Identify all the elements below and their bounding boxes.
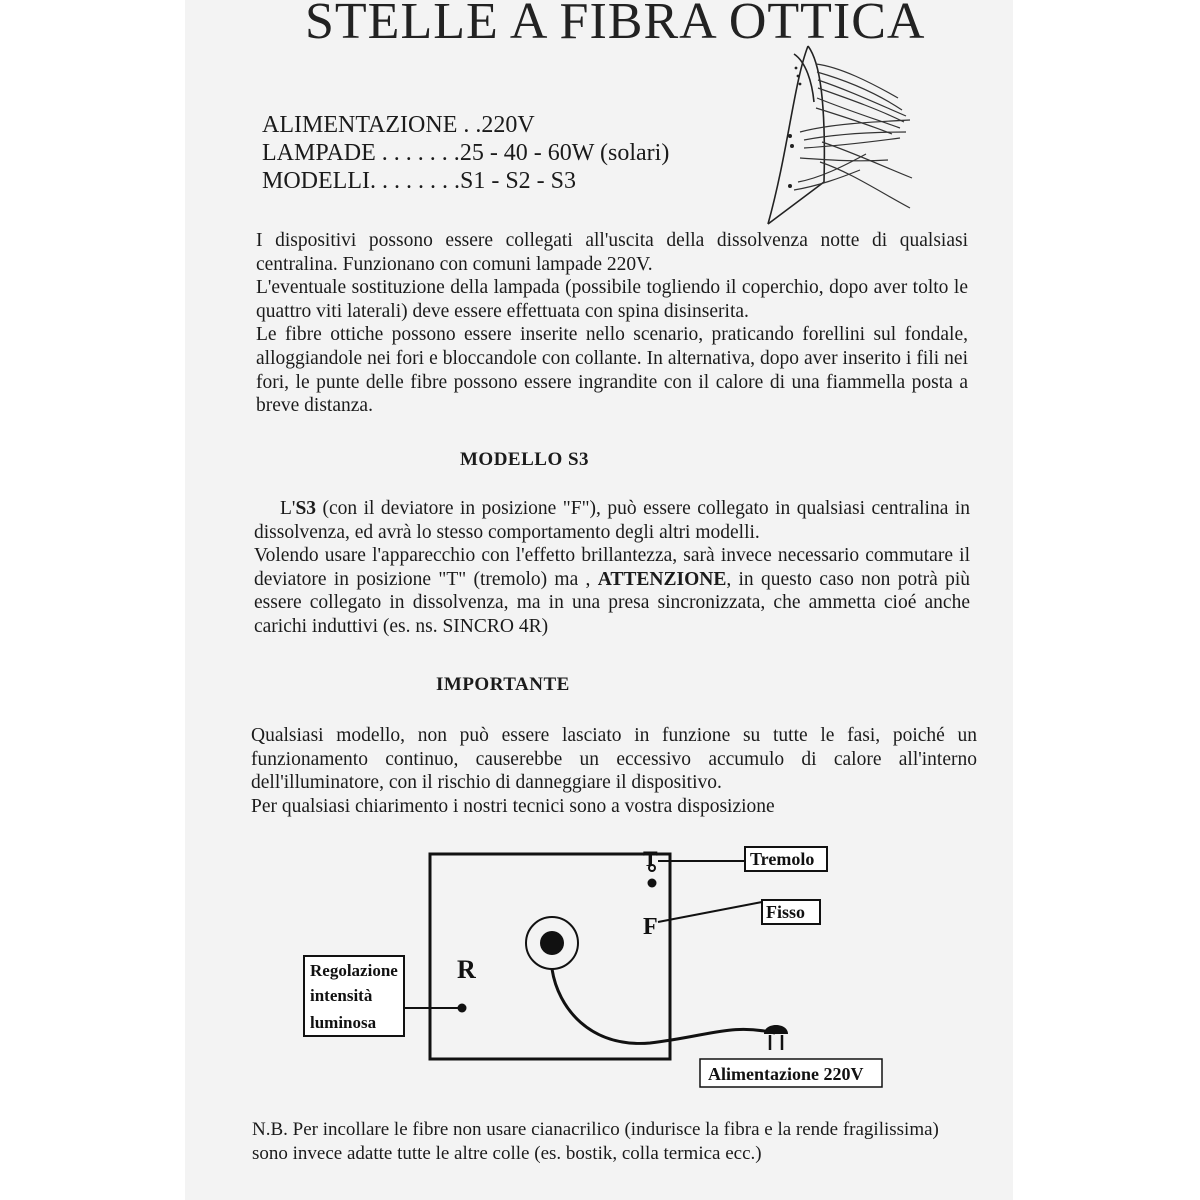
- intro-paragraph: L'eventuale sostituzione della lampada (possibile togliendo il coperchio, dopo aver tolto le quattro viti laterali) deve essere effettuata con spina disinserita.: [256, 277, 968, 322]
- switch-t-label: T: [643, 846, 658, 871]
- text-fragment: (con il deviatore in posizione "F"), può essere collegato in qualsiasi centralina in dissolvenza, ed avrà lo stesso comportamento degli altri modelli.: [254, 498, 970, 543]
- important-paragraph: Per qualsiasi chiarimento i nostri tecnici sono a vostra disposizione: [251, 795, 775, 817]
- tremolo-label: Tremolo: [750, 849, 815, 869]
- important-text: [251, 724, 977, 818]
- knob-r-label: R: [457, 955, 476, 984]
- text-fragment: Volendo usare l'apparecchio con l'effetto brillantezza, sarà invece necessario commutare il deviatore in posizione "T" (tremolo) ma ,: [254, 545, 970, 590]
- intro-paragraph: I dispositivi possono essere collegati all'uscita della dissolvenza notte di qualsiasi centralina. Funzionano con comuni lampade 220V.: [256, 230, 968, 275]
- spec-value: 25 - 40 - 60W (solari): [459, 140, 670, 166]
- wire-fisso: [658, 902, 762, 922]
- warning-word: ATTENZIONE: [597, 568, 727, 590]
- document-title: STELLE A FIBRA OTTICA: [305, 0, 926, 50]
- heading-importante: IMPORTANTE: [436, 674, 570, 695]
- s3-paragraph-2: [254, 544, 970, 638]
- power-cable: [552, 969, 775, 1043]
- spec-row-lampade: [262, 140, 669, 167]
- text-fragment: L': [280, 498, 296, 519]
- spec-value: 220V: [481, 112, 535, 138]
- spec-label: MODELLI. . . . . . . .: [262, 168, 460, 194]
- s3-text: [254, 497, 970, 639]
- spec-row-modelli: [262, 168, 576, 195]
- spec-label: ALIMENTAZIONE . .: [262, 112, 482, 138]
- fisso-label: Fisso: [766, 902, 806, 922]
- spec-row-alimentazione: [262, 112, 535, 139]
- intro-text: [256, 229, 968, 418]
- knob-terminal-icon: [458, 1004, 467, 1013]
- regolazione-label-line3: luminosa: [310, 1013, 377, 1032]
- switch-f-label: F: [643, 914, 658, 940]
- regolazione-label-line1: Regolazione: [310, 961, 398, 980]
- plug-icon: [764, 1025, 788, 1034]
- model-name: S3: [295, 498, 317, 519]
- alimentazione-label: Alimentazione 220V: [708, 1064, 864, 1084]
- spec-value: S1 - S2 - S3: [459, 168, 577, 194]
- heading-modello-s3: MODELLO S3: [460, 449, 590, 470]
- s3-paragraph-1: [254, 497, 970, 544]
- wiring-diagram: [290, 838, 900, 1098]
- intro-paragraph: Le fibre ottiche possono essere inserite nello scenario, praticando forellini sul fondale, alloggiandole nei fori e bloccandole con collante. In alternativa, dopo aver inserito i fili nei fori, le punte delle fibre possono essere ingrandite con il calore di una fiammella posta a breve distanza.: [256, 324, 968, 417]
- text-fragment: , in questo caso non potrà più essere collegato in dissolvenza, ma in una presa sincronizzata, che ammetta cioé anche carichi induttivi (es. ns. SINCRO 4R): [254, 568, 970, 637]
- spec-label: LAMPADE . . . . . . .: [262, 140, 460, 166]
- switch-terminal-icon: [648, 879, 657, 888]
- lamp-icon: [540, 931, 564, 955]
- regolazione-label-line2: intensità: [310, 986, 373, 1005]
- footnote: N.B. Per incollare le fibre non usare cianacrilico (indurisce la fibra e la rende fragilissima) sono invece adatte tutte le altre colle (es. bostik, colla termica ecc.): [252, 1119, 939, 1164]
- fiber-device-illustration: [760, 42, 920, 232]
- important-paragraph: Qualsiasi modello, non può essere lasciato in funzione su tutte le fasi, poiché un funzionamento continuo, causerebbe un eccessivo accumulo di calore all'interno dell'illuminatore, con il rischio di danneggiare il dispositivo.: [251, 725, 977, 794]
